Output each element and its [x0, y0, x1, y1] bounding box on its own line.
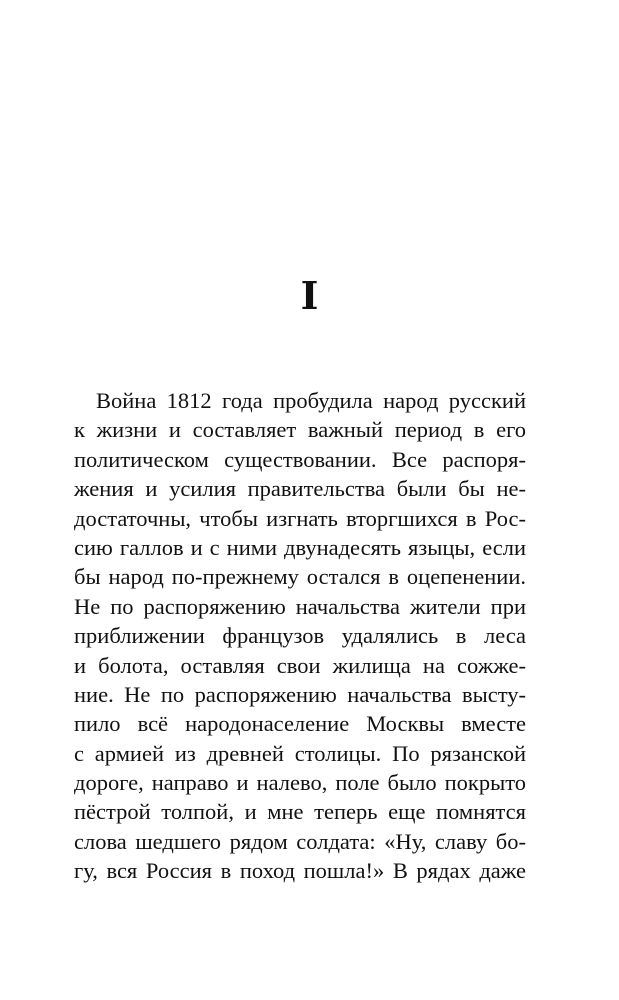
text-line: гу, вся Россия в поход пошла!» В рядах даже	[74, 858, 526, 884]
text-line: жения и усилия правительства были бы не-	[74, 476, 526, 502]
text-line: пило всё народонаселение Москвы вместе	[74, 711, 526, 737]
text-line: Не по распоряжению начальства жители при	[74, 593, 526, 619]
text-line: с армией из древней столицы. По рязанской	[74, 740, 526, 766]
text-line: дороге, направо и налево, поле было покрыто	[74, 770, 526, 796]
text-line: сию галлов и с ними двунадесять языцы, если	[74, 534, 526, 560]
text-line: к жизни и составляет важный период в его	[74, 417, 526, 443]
text-line: достаточны, чтобы изгнать вторгшихся в Рос-	[74, 505, 526, 531]
text-line: и болота, оставляя свои жилища на сожже-	[74, 652, 526, 678]
text-line: слова шедшего рядом солдата: «Ну, славу бо-	[74, 828, 526, 854]
text-line: политическом существовании. Все распоря-	[74, 446, 526, 472]
chapter-number: I	[300, 273, 319, 318]
chapter-text	[74, 386, 526, 886]
text-line: Война 1812 года пробудила народ русский	[96, 388, 526, 413]
text-line: бы народ по-прежнему остался в оцепенении.	[74, 564, 526, 590]
text-line: ние. Не по распоряжению начальства высту-	[74, 681, 526, 707]
text-line: пёстрой толпой, и мне теперь еще помнятся	[74, 799, 526, 825]
text-line: приближении французов удалялись в леса	[74, 623, 526, 649]
